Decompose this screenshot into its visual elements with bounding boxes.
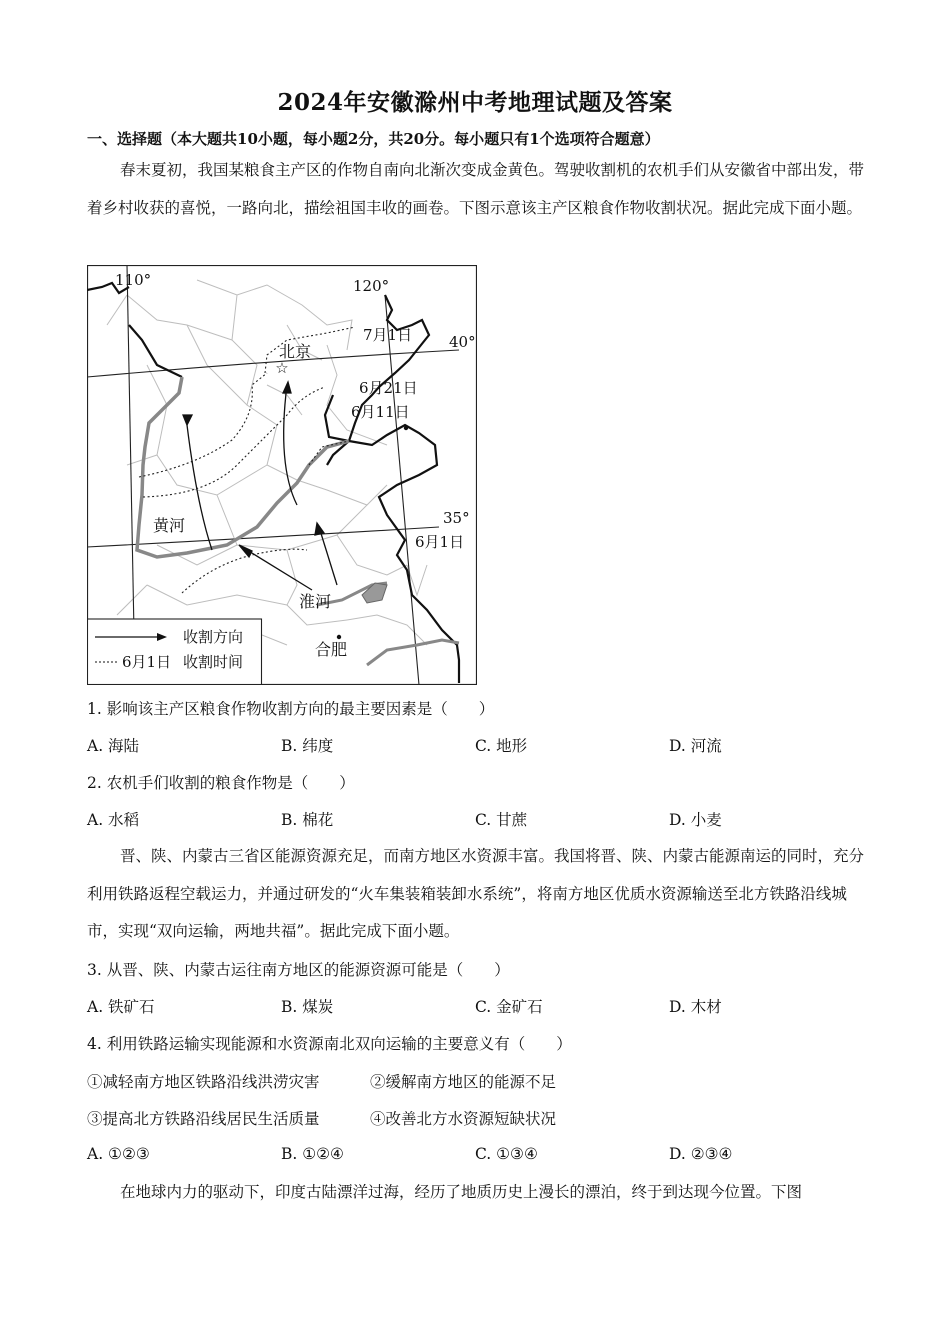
svg-text:☆: ☆ [275,359,289,377]
intro-paragraph-2: 晋、陕、内蒙古三省区能源资源充足，而南方地区水资源丰富。我国将晋、陕、内蒙古能源南运的同时，充分利用铁路返程空载运力，并通过研发的“火车集装箱装卸水系统”，将南方地区优质水资源输送至北方铁路沿线城市，实现“双向运输，两地共福”。据此完成下面小题。 [87,847,865,940]
q1-option-a: A. 海陆 [87,737,140,755]
question-2: 2. 农机手们收割的粮食作物是（ ） [87,774,355,792]
label-jun21: 6月21日 [359,379,418,397]
question-3: 3. 从晋、陕、内蒙古运往南方地区的能源资源可能是（ ） [87,961,510,979]
hefei-dot [337,635,341,639]
page-title: 2024年安徽滁州中考地理试题及答案 [277,89,673,116]
harvest-map [87,265,477,685]
q1-option-c: C. 地形 [475,737,528,755]
legend-direction-label: 收割方向 [183,628,244,646]
q3-option-a: A. 铁矿石 [87,998,155,1016]
label-jul1: 7月1日 [363,326,413,344]
q3-option-b: B. 煤炭 [281,998,334,1016]
label-jun1: 6月1日 [415,533,465,551]
label-120: 120° [353,277,390,295]
section-heading: 一、选择题（本大题共10小题，每小题2分，共20分。每小题只有1个选项符合题意） [87,130,660,148]
legend-time-label: 收割时间 [183,653,244,671]
beijing-star-icon [275,359,288,377]
label-yellow-river: 黄河 [153,516,186,535]
label-beijing: 北京 [279,342,312,361]
legend-date-label: 6月1日 [122,653,172,671]
label-40: 40° [449,333,476,351]
question-1: 1. 影响该主产区粮食作物收割方向的最主要因素是（ ） [87,700,495,718]
q4-statement-2: ②缓解南方地区的能源不足 [370,1073,557,1091]
q4-option-b: B. ①②④ [281,1145,344,1163]
q4-statement-1: ①减轻南方地区铁路沿线洪涝灾害 [87,1073,320,1091]
q4-option-d: D. ②③④ [669,1145,733,1163]
q4-option-a: A. ①②③ [87,1145,150,1163]
q4-statement-3: ③提高北方铁路沿线居民生活质量 [87,1110,320,1128]
intro-paragraph-3: 在地球内力的驱动下，印度古陆漂洋过海，经历了地质历史上漫长的漂泊，终于到达现今位置。下图 [120,1183,803,1201]
city-dot [404,426,408,430]
label-hefei: 合肥 [315,640,348,659]
q2-option-d: D. 小麦 [669,811,722,829]
q2-option-a: A. 水稻 [87,811,140,829]
label-110: 110° [115,271,152,289]
q3-option-d: D. 木材 [669,998,722,1016]
label-huai-river: 淮河 [299,592,332,611]
q1-option-d: D. 河流 [669,737,722,755]
intro-paragraph-1: 春末夏初，我国某粮食主产区的作物自南向北渐次变成金黄色。驾驶收割机的农机手们从安徽省中部出发，带着乡村收获的喜悦，一路向北，描绘祖国丰收的画卷。下图示意该主产区粮食作物收割状况。据此完成下面小题。 [87,161,865,217]
label-jun11: 6月11日 [351,403,410,421]
q2-option-b: B. 棉花 [281,811,334,829]
map-legend [88,619,262,685]
q1-option-b: B. 纬度 [281,737,334,755]
q3-option-c: C. 金矿石 [475,998,543,1016]
q4-option-c: C. ①③④ [475,1145,538,1163]
q2-option-c: C. 甘蔗 [475,811,528,829]
question-4: 4. 利用铁路运输实现能源和水资源南北双向运输的主要意义有（ ） [87,1035,572,1053]
q4-statement-4: ④改善北方水资源短缺状况 [370,1110,557,1128]
label-35: 35° [443,509,470,527]
